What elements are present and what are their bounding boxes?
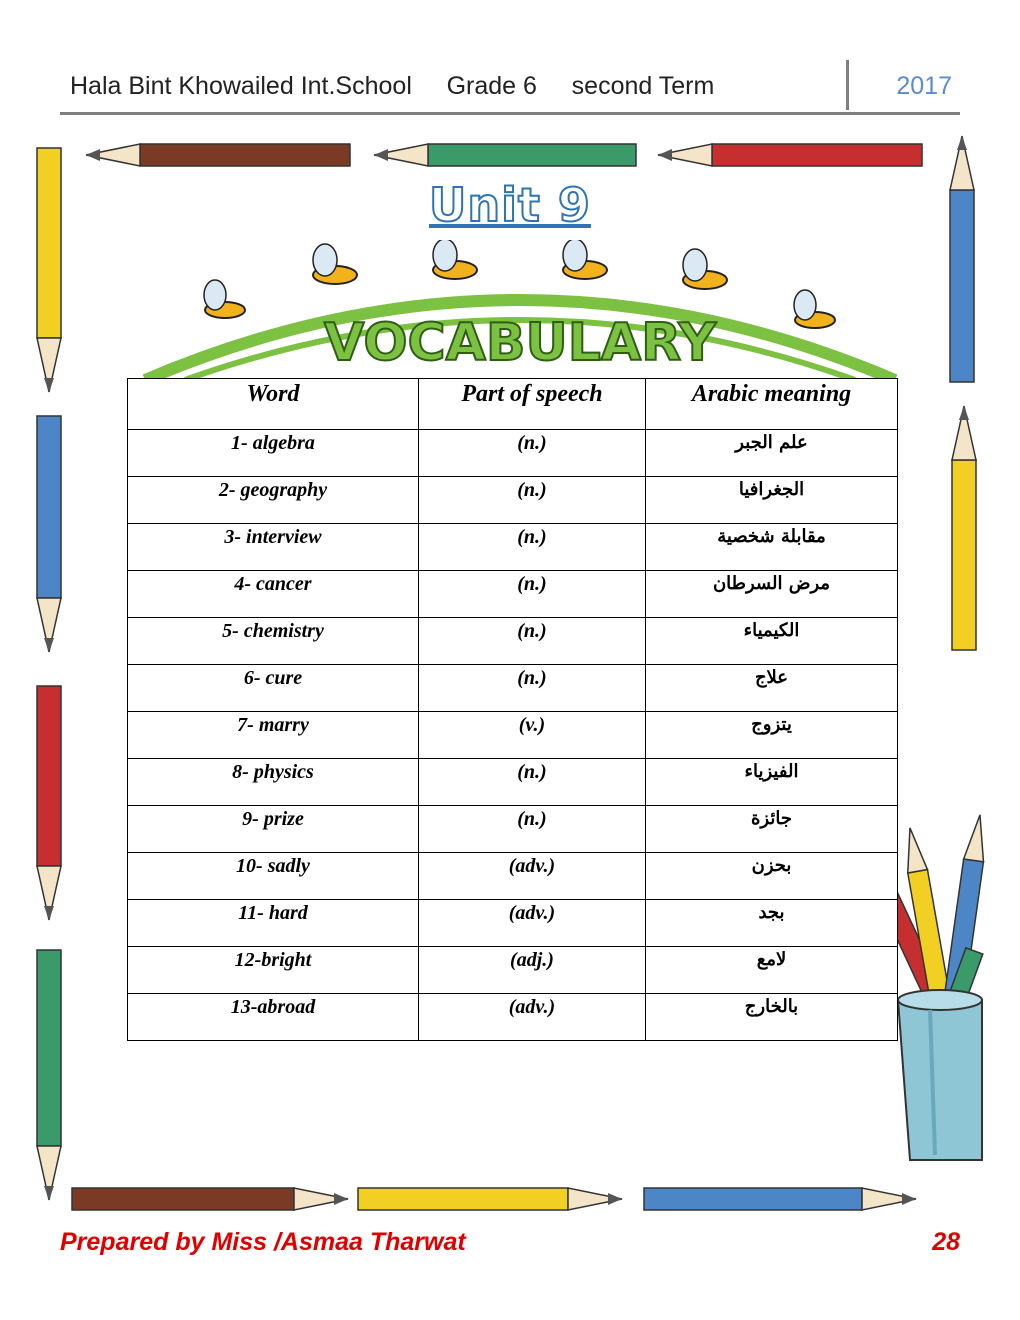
bee-icon [683,249,727,289]
word-cell: 13-abroad [128,994,419,1041]
part-of-speech-cell: (v.) [419,712,646,759]
bee-icon [313,244,357,284]
arabic-meaning-cell: علاج [646,665,898,712]
arabic-meaning-cell: جائزة [646,806,898,853]
arabic-meaning-cell: مرض السرطان [646,571,898,618]
arabic-meaning-cell: يتزوج [646,712,898,759]
word-cell: 7- marry [128,712,419,759]
part-of-speech-cell: (n.) [419,665,646,712]
vocabulary-banner [125,240,915,380]
pencil-icon [374,144,636,166]
part-of-speech-cell: (adj.) [419,947,646,994]
bee-icon [433,240,477,279]
word-cell: 9- prize [128,806,419,853]
word-cell: 12-bright [128,947,419,994]
word-cell: 10- sadly [128,853,419,900]
table-row [128,806,898,853]
table-row [128,900,898,947]
arabic-meaning-cell: مقابلة شخصية [646,524,898,571]
table-body [128,430,898,1041]
word-cell: 2- geography [128,477,419,524]
arabic-meaning-cell: بالخارج [646,994,898,1041]
table-header-row [128,379,898,430]
arabic-meaning-cell: الجغرافيا [646,477,898,524]
part-of-speech-cell: (n.) [419,524,646,571]
page-number: 28 [932,1228,960,1256]
table-row [128,430,898,477]
header-year: 2017 [896,72,952,100]
column-header-word: Word [128,379,419,430]
pencil-icon [358,1188,622,1210]
part-of-speech-cell: (adv.) [419,900,646,947]
part-of-speech-cell: (n.) [419,806,646,853]
pencil-icon [72,1188,348,1210]
table-row [128,571,898,618]
vocabulary-table [127,378,898,1041]
arabic-meaning-cell: لامع [646,947,898,994]
pencil-icon [86,144,350,166]
table-row [128,947,898,994]
table-row [128,994,898,1041]
table-row [128,665,898,712]
bee-icon [204,280,245,318]
pencil-icon [37,950,61,1200]
table-row [128,759,898,806]
column-header-part-of-speech: Part of speech [419,379,646,430]
word-cell: 6- cure [128,665,419,712]
prepared-by: Prepared by Miss /Asmaa Tharwat [60,1228,466,1256]
part-of-speech-cell: (n.) [419,759,646,806]
part-of-speech-cell: (adv.) [419,994,646,1041]
pencil-icon [952,406,976,650]
word-cell: 4- cancer [128,571,419,618]
part-of-speech-cell: (n.) [419,618,646,665]
part-of-speech-cell: (n.) [419,571,646,618]
unit-title: Unit 9 [429,178,591,232]
table-row [128,477,898,524]
word-cell: 5- chemistry [128,618,419,665]
word-cell: 11- hard [128,900,419,947]
table-row [128,524,898,571]
word-cell: 1- algebra [128,430,419,477]
word-cell: 3- interview [128,524,419,571]
pencil-icon [644,1188,916,1210]
vocabulary-banner-text: VOCABULARY [323,313,717,373]
pencil-icon [950,136,974,382]
arabic-meaning-cell: الكيمياء [646,618,898,665]
pencil-icon [37,416,61,652]
arabic-meaning-cell: بجد [646,900,898,947]
arabic-meaning-cell: علم الجبر [646,430,898,477]
part-of-speech-cell: (adv.) [419,853,646,900]
column-header-arabic-meaning: Arabic meaning [646,379,898,430]
header-school-line: Hala Bint Khowailed Int.School Grade 6 second Term [70,72,715,100]
arabic-meaning-cell: الفيزياء [646,759,898,806]
table-row [128,712,898,759]
word-cell: 8- physics [128,759,419,806]
pencil-icon [37,686,61,920]
part-of-speech-cell: (n.) [419,477,646,524]
part-of-speech-cell: (n.) [419,430,646,477]
table-row [128,853,898,900]
table-row [128,618,898,665]
arabic-meaning-cell: بحزن [646,853,898,900]
pencil-icon [658,144,922,166]
bee-icon [563,240,607,279]
bee-icon [794,290,835,328]
